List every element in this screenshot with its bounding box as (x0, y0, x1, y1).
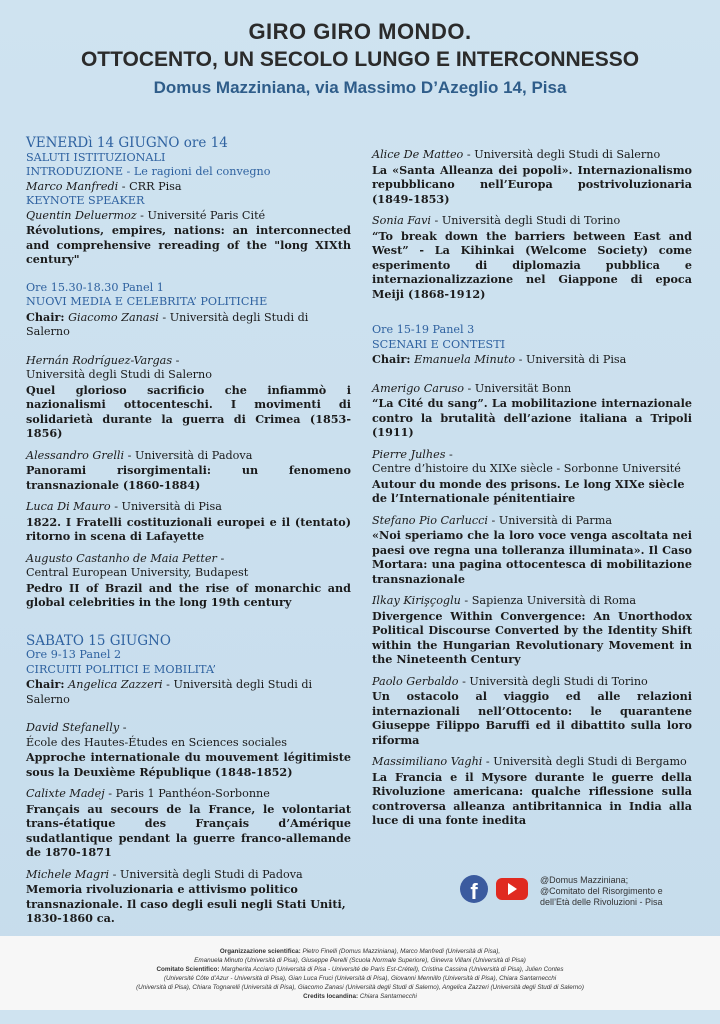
chair-label: Chair: (372, 352, 411, 366)
talk (26, 721, 351, 779)
affiliation: - (216, 551, 225, 565)
panel1-chair (26, 310, 351, 340)
speaker: Michele Magri (26, 867, 110, 881)
talk (26, 449, 351, 493)
chair-affiliation: - Università degli Studi di Salerno (26, 678, 313, 706)
bottom-strip (0, 1010, 720, 1024)
speaker: Ilkay Kirişçoglu (372, 594, 461, 607)
talk (26, 787, 351, 860)
talk-title: 1822. I Fratelli costituzionali europei e il (tentato) ritorno in scena di Lafayette (26, 514, 351, 543)
intro-affiliation: - CRR Pisa (118, 179, 182, 193)
talk-title: “To break down the barriers between East and West” - La Kihinkai (Welcome Society) come esperimento di diplomazia pubblica e internazionalizzazione nel Giappone di epoca Meiji (1868-1912) (372, 228, 692, 301)
committee-label: Comitato Scientifico: (156, 965, 220, 973)
affiliation-line: Central European University, Budapest (26, 566, 249, 579)
talk-title: “La Cité du sang”. La mobilitazione internazionale contro la brutalità dell’azione italiana a Tripoli (1911) (372, 396, 692, 439)
affiliation: - (172, 353, 180, 367)
affiliation: - Università di Parma (487, 513, 613, 527)
social-icons (460, 875, 528, 903)
chair-name: Giacomo Zanasi (68, 310, 159, 324)
talk (26, 868, 351, 926)
affiliation: - Università degli Studi di Salerno (463, 148, 661, 161)
talk-title: Divergence Within Convergence: An Unorthodox Political Discourse Converted by the Identity Shift within the Hungarian Revolutionary Movement in the Nineteenth Century (372, 608, 692, 666)
affiliation-line: École des Hautes-Études en Sciences sociales (26, 735, 288, 749)
speaker: Paolo Gerbaldo (372, 674, 459, 688)
venue: Domus Mazziniana, via Massimo D’Azeglio 14, Pisa (153, 78, 567, 97)
panel2-name: CIRCUITI POLITICI E MOBILITA’ (26, 662, 216, 676)
saluti-label: SALUTI ISTITUZIONALI (26, 150, 166, 164)
handle-line: @Domus Mazziniana; (540, 875, 629, 885)
affiliation: - Universität Bonn (463, 381, 572, 395)
left-column (26, 136, 351, 926)
credits-label: Credits locandina: (303, 992, 359, 1000)
panel2-time: Ore 9-13 Panel 2 (26, 648, 122, 661)
speaker: Augusto Castanho de Maia Petter (26, 551, 217, 565)
talk (372, 594, 692, 667)
panel3-time: Ore 15-19 Panel 3 (372, 323, 475, 336)
chair-affiliation: - Università di Pisa (515, 353, 627, 366)
talk (372, 514, 692, 587)
affiliation: - Università degli Studi di Bergamo (482, 755, 687, 768)
talk-title: Un ostacolo al viaggio ed alle relazioni internazionali nell’Ottocento: le quarantene Giuseppe Filippo Baruffi ed il dibattito sulla loro riforma (372, 689, 692, 747)
committee-line: (Università di Pisa), Chiara Tognarelli (Università di Pisa), Giacomo Zanasi (Università degli Studi di Salerno), Angelica Zazzeri (Università degli Studi di Salerno) (136, 983, 584, 991)
talk-title: Pedro II of Brazil and the rise of monarchic and global celebrities in the long 19th century (26, 580, 351, 609)
keynote-affiliation: - Université Paris Cité (136, 208, 266, 222)
talk (372, 148, 692, 206)
intro-speaker: Marco Manfredi (26, 179, 119, 193)
speaker: Stefano Pio Carlucci (372, 513, 488, 527)
friday-heading: VENERDì 14 GIUGNO ore 14 (26, 135, 228, 151)
speaker: Amerigo Caruso (372, 381, 464, 395)
talk (372, 675, 692, 748)
affiliation: - Università degli Studi di Torino (458, 674, 648, 688)
panel2-chair (26, 677, 351, 707)
chair-name: Angelica Zazzeri (68, 678, 163, 691)
facebook-icon[interactable]: f (460, 875, 488, 903)
org-line: Pietro Finelli (Domus Mazziniana), Marco Manfredi (Università di Pisa), (302, 948, 501, 955)
affiliation-line: Centre d’histoire du XIXe siècle - Sorbonne Université (372, 462, 681, 475)
keynote-speaker-line (26, 209, 351, 224)
talk-title: Français au secours de la France, le volontariat trans-étatique des Français d’Amérique sudatlantique pendant la guerre franco-allemande de 1870-1871 (26, 801, 351, 859)
speaker: Calixte Madej (26, 787, 105, 800)
committee-line: (Université Côte d’Azur - Università di Pisa), Gian Luca Fruci (Università di Pisa), Giovanni Mennillo (Università di Pisa), Chiara Santarnecchi (163, 974, 557, 982)
speaker: David Stefanelly (26, 721, 120, 734)
affiliation: - Università di Padova (124, 448, 253, 462)
social-handles (540, 875, 663, 908)
affiliation: - (445, 447, 453, 461)
speaker: Hernán Rodríguez-Vargas (26, 353, 173, 367)
affiliation: - Paris 1 Panthéon-Sorbonne (104, 787, 270, 800)
speaker: Massimiliano Vaghi (372, 755, 483, 768)
talk (26, 354, 351, 441)
chair-label: Chair: (26, 677, 65, 691)
speaker: Alice De Matteo (372, 148, 464, 161)
talk (372, 448, 692, 506)
talk-title: Approche internationale du mouvement légitimiste sous la Deuxième République (1848-1852) (26, 750, 351, 779)
talk-title: Autour du monde des prisons. Le long XIXe siècle de l’Internationale pénitentiaire (372, 476, 685, 505)
youtube-icon[interactable] (496, 878, 528, 900)
chair-affiliation: - Università degli Studi di Salerno (26, 310, 309, 338)
affiliation: - Università degli Studi di Padova (109, 867, 303, 881)
intro-speaker-line (26, 180, 351, 195)
talk-title: Memoria rivoluzionaria e attivismo politico transnazionale. Il caso degli esuli negli Stati Uniti, 1830-1860 ca. (26, 882, 346, 925)
affiliation: - Università di Pisa (110, 500, 222, 513)
title-line-1: GIRO GIRO MONDO. (248, 19, 472, 44)
org-label: Organizzazione scientifica: (219, 948, 301, 955)
speaker: Pierre Julhes (372, 447, 446, 461)
talk (26, 500, 351, 544)
credits-footer (0, 936, 720, 1010)
panel1-time: Ore 15.30-18.30 Panel 1 (26, 280, 164, 294)
intro-label: INTRODUZIONE - Le ragioni del convegno (26, 165, 271, 178)
talk-title: La «Santa Alleanza dei popoli». Internazionalismo repubblicano nell’Europa postrivoluzionaria (1849-1853) (372, 162, 692, 206)
panel1-name: NUOVI MEDIA E CELEBRITA’ POLITICHE (26, 295, 268, 308)
right-column (372, 148, 692, 828)
speaker: Luca Di Mauro (26, 500, 111, 513)
title-line-2: OTTOCENTO, UN SECOLO LUNGO E INTERCONNESSO (80, 48, 640, 71)
committee-line: Margherita Acciaro (Università di Pisa - Université de Paris Est-Créteil), Cristina Cassina (Università di Pisa), Julien Contes (221, 965, 564, 973)
talk (26, 552, 351, 610)
keynote-title: Révolutions, empires, nations: an interconnected and comprehensive rereading of the "long XIXth century" (26, 223, 351, 266)
talk-title: «Noi speriamo che la loro voce venga ascoltata nei paesi ove regna una tolleranza illuminata». Il Caso Mortara: una pagina ottocentesca di mobilitazione transnazionale (372, 528, 692, 586)
affiliation: - Sapienza Università di Roma (460, 594, 637, 607)
affiliation-line: Università degli Studi di Salerno (26, 368, 212, 381)
talk (372, 382, 692, 440)
talk (372, 755, 692, 828)
talk-title: La Francia e il Mysore durante le guerre della Rivoluzione americana: qualche riflessione sulla controversa alleanza antibritannica in India alla luce di una fonte inedita (372, 769, 692, 827)
talk-title: Quel glorioso sacrificio che infiammò i nazionalismi ottocenteschi. I movimenti di solidarietà durante la guerra di Crimea (1853-1856) (26, 382, 351, 440)
saturday-heading: SABATO 15 GIUGNO (26, 632, 171, 649)
chair-label: Chair: (26, 309, 65, 324)
panel3-name: SCENARI E CONTESTI (372, 337, 506, 351)
affiliation: - (119, 721, 127, 734)
panel3-chair (372, 352, 692, 368)
chair-name: Emanuela Minuto (414, 353, 516, 366)
affiliation: - Università degli Studi di Torino (430, 214, 621, 227)
talk-title: Panorami risorgimentali: un fenomeno transnazionale (1860-1884) (26, 463, 351, 492)
credits-name: Chiara Santarnecchi (359, 992, 417, 1000)
talk (372, 214, 692, 301)
org-line: Emanuela Minuto (Università di Pisa), Giuseppe Perelli (Scuola Normale Superiore), Ginevra Villani (Università di Pisa) (194, 956, 526, 964)
poster-header (0, 0, 720, 98)
speaker: Alessandro Grelli (26, 448, 125, 462)
speaker: Sonia Favi (372, 214, 431, 227)
keynote-label: KEYNOTE SPEAKER (26, 194, 145, 207)
keynote-speaker: Quentin Deluermoz (26, 208, 137, 222)
handle-line: dell’Età delle Rivoluzioni - Pisa (540, 897, 663, 907)
handle-line: @Comitato del Risorgimento e (540, 886, 663, 896)
